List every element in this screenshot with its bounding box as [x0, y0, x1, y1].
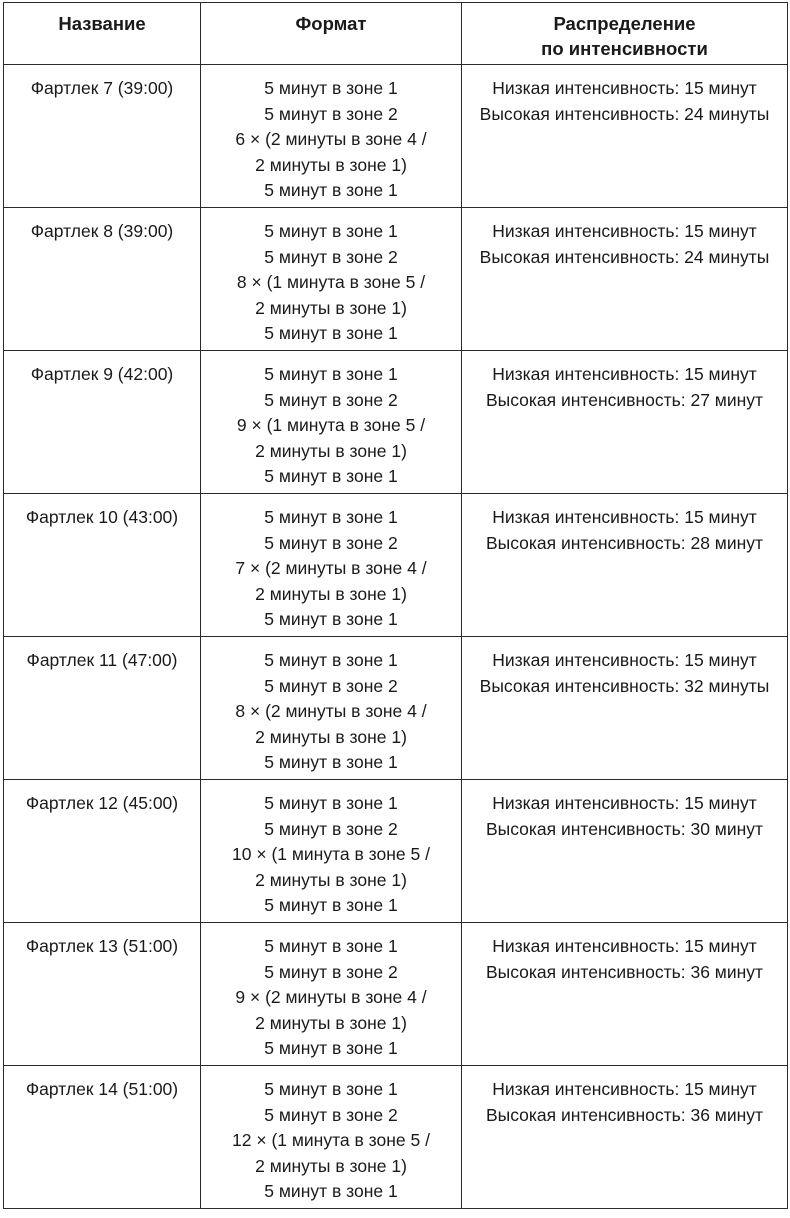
format-line: 2 минуты в зоне 1) — [255, 583, 407, 604]
format-line: 5 минут в зоне 2 — [264, 246, 398, 267]
format-line: 5 минут в зоне 1 — [264, 609, 398, 629]
table-row — [4, 923, 788, 1066]
format-line: 8 × (2 минуты в зоне 4 / — [235, 701, 427, 721]
format-line: 5 минут в зоне 1 — [264, 936, 398, 956]
format-cell — [201, 923, 462, 1066]
header-distribution — [462, 3, 788, 65]
format-line: 5 минут в зоне 2 — [264, 818, 398, 839]
distribution-cell — [462, 208, 788, 351]
format-line: 5 минут в зоне 1 — [264, 793, 398, 813]
workout-name-cell — [4, 351, 201, 494]
format-line: 5 минут в зоне 1 — [264, 364, 398, 384]
high-intensity-line: Высокая интенсивность: 24 минуты — [479, 246, 770, 267]
format-line: 7 × (2 минуты в зоне 4 / — [235, 558, 427, 578]
distribution-cell — [462, 351, 788, 494]
workout-name: Фартлек 12 (45:00) — [25, 793, 179, 813]
format-cell — [201, 637, 462, 780]
format-cell — [201, 494, 462, 637]
format-line: 5 минут в зоне 1 — [264, 1181, 398, 1201]
workout-name-cell — [4, 923, 201, 1066]
header-name — [4, 3, 201, 65]
format-line: 5 минут в зоне 2 — [264, 961, 398, 982]
workout-name: Фартлек 10 (43:00) — [25, 507, 179, 527]
table-row — [4, 1066, 788, 1209]
low-intensity-line: Низкая интенсивность: 15 минут — [492, 1079, 757, 1099]
workout-name: Фартлек 11 (47:00) — [26, 650, 178, 670]
format-line: 2 минуты в зоне 1) — [255, 440, 407, 461]
workout-name-cell — [4, 780, 201, 923]
low-intensity-line: Низкая интенсивность: 15 минут — [492, 936, 757, 956]
format-line: 5 минут в зоне 1 — [264, 323, 398, 343]
table-row — [4, 65, 788, 208]
low-intensity-line: Низкая интенсивность: 15 минут — [492, 221, 757, 241]
distribution-cell — [462, 494, 788, 637]
table-row — [4, 208, 788, 351]
format-line: 9 × (1 минута в зоне 5 / — [236, 415, 426, 435]
workout-name-cell — [4, 65, 201, 208]
fartlek-table — [3, 2, 788, 1209]
format-cell — [201, 65, 462, 208]
header-format-label: Формат — [295, 13, 367, 34]
table-row — [4, 351, 788, 494]
format-line: 5 минут в зоне 2 — [264, 675, 398, 696]
header-row — [4, 3, 788, 65]
format-line: 5 минут в зоне 2 — [264, 389, 398, 410]
workout-name: Фартлек 7 (39:00) — [30, 78, 174, 98]
header-name-label: Название — [58, 13, 146, 34]
workout-name-cell — [4, 494, 201, 637]
high-intensity-line: Высокая интенсивность: 36 минут — [485, 1104, 764, 1125]
format-line: 5 минут в зоне 2 — [264, 532, 398, 553]
distribution-cell — [462, 637, 788, 780]
format-line: 5 минут в зоне 1 — [264, 1038, 398, 1058]
format-line: 5 минут в зоне 1 — [264, 895, 398, 915]
format-line: 5 минут в зоне 1 — [264, 650, 398, 670]
low-intensity-line: Низкая интенсивность: 15 минут — [492, 650, 757, 670]
format-line: 5 минут в зоне 1 — [264, 752, 398, 772]
high-intensity-line: Высокая интенсивность: 27 минут — [485, 389, 764, 410]
format-line: 5 минут в зоне 1 — [264, 221, 398, 241]
distribution-cell — [462, 1066, 788, 1209]
format-cell — [201, 351, 462, 494]
table-row — [4, 494, 788, 637]
format-line: 2 минуты в зоне 1) — [255, 1012, 407, 1033]
table-row — [4, 780, 788, 923]
low-intensity-line: Низкая интенсивность: 15 минут — [492, 78, 757, 98]
format-line: 5 минут в зоне 1 — [264, 1079, 398, 1099]
format-line: 5 минут в зоне 2 — [264, 1104, 398, 1125]
header-distribution-line1: Распределение — [553, 13, 696, 34]
high-intensity-line: Высокая интенсивность: 36 минут — [485, 961, 764, 982]
workout-name-cell — [4, 208, 201, 351]
high-intensity-line: Высокая интенсивность: 32 минуты — [479, 675, 770, 696]
format-line: 5 минут в зоне 1 — [264, 180, 398, 200]
format-line: 10 × (1 минута в зоне 5 / — [232, 844, 430, 864]
format-line: 5 минут в зоне 2 — [264, 103, 398, 124]
format-line: 5 минут в зоне 1 — [264, 78, 398, 98]
format-line: 2 минуты в зоне 1) — [255, 726, 407, 747]
format-line: 12 × (1 минута в зоне 5 / — [232, 1130, 430, 1150]
high-intensity-line: Высокая интенсивность: 30 минут — [485, 818, 764, 839]
format-line: 6 × (2 минуты в зоне 4 / — [235, 129, 427, 149]
format-line: 2 минуты в зоне 1) — [255, 154, 407, 175]
high-intensity-line: Высокая интенсивность: 28 минут — [485, 532, 764, 553]
workout-name-cell — [4, 637, 201, 780]
distribution-cell — [462, 923, 788, 1066]
workout-name: Фартлек 13 (51:00) — [25, 936, 179, 956]
table-body — [4, 65, 788, 1209]
format-line: 2 минуты в зоне 1) — [255, 297, 407, 318]
format-line: 5 минут в зоне 1 — [264, 466, 398, 486]
format-line: 2 минуты в зоне 1) — [255, 1155, 407, 1176]
format-cell — [201, 1066, 462, 1209]
header-format — [201, 3, 462, 65]
format-line: 8 × (1 минута в зоне 5 / — [236, 272, 426, 292]
distribution-cell — [462, 780, 788, 923]
workout-name: Фартлек 9 (42:00) — [30, 364, 174, 384]
workout-name-cell — [4, 1066, 201, 1209]
format-line: 9 × (2 минуты в зоне 4 / — [235, 987, 427, 1007]
distribution-cell — [462, 65, 788, 208]
format-line: 2 минуты в зоне 1) — [255, 869, 407, 890]
header-distribution-line2: по интенсивности — [541, 38, 708, 59]
format-cell — [201, 208, 462, 351]
low-intensity-line: Низкая интенсивность: 15 минут — [492, 364, 757, 384]
high-intensity-line: Высокая интенсивность: 24 минуты — [479, 103, 770, 124]
low-intensity-line: Низкая интенсивность: 15 минут — [492, 507, 757, 527]
format-cell — [201, 780, 462, 923]
workout-name: Фартлек 8 (39:00) — [30, 221, 174, 241]
low-intensity-line: Низкая интенсивность: 15 минут — [492, 793, 757, 813]
workout-name: Фартлек 14 (51:00) — [25, 1079, 179, 1099]
format-line: 5 минут в зоне 1 — [264, 507, 398, 527]
table-row — [4, 637, 788, 780]
